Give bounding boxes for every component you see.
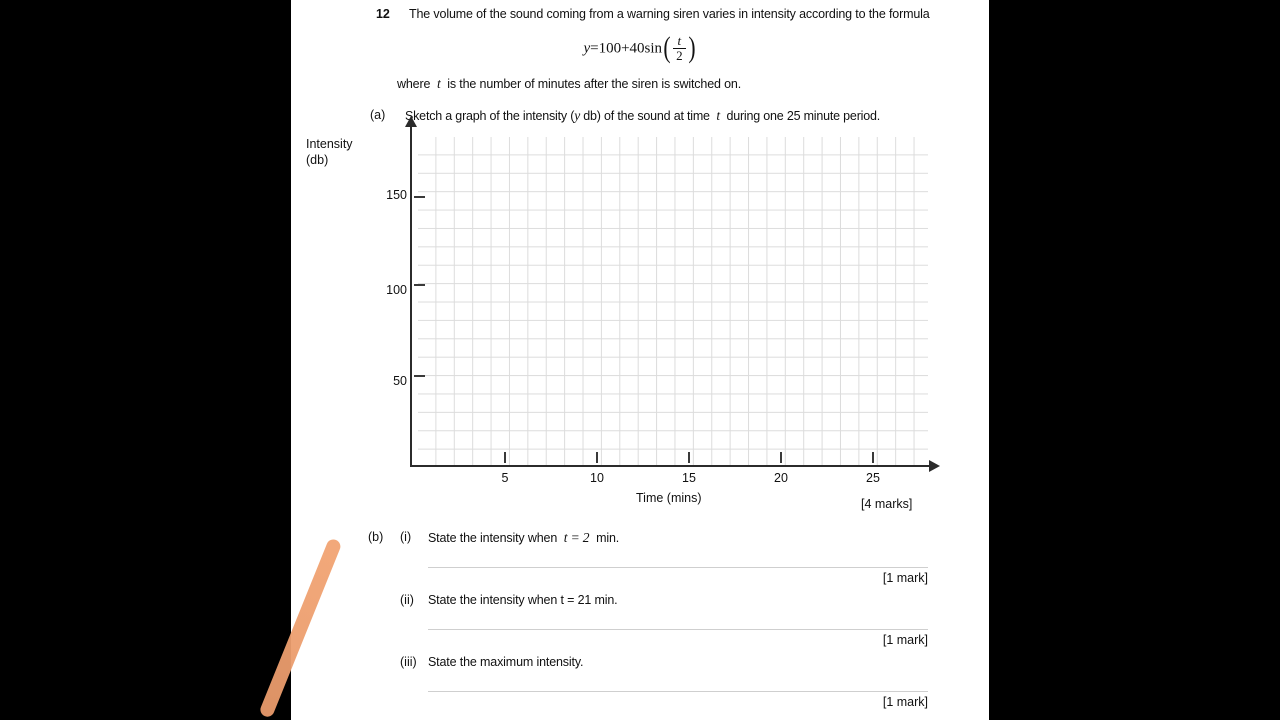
- where-suffix: is the number of minutes after the siren is switched on.: [447, 77, 742, 91]
- part-a-text-middle: db) of the sound at time: [583, 109, 710, 123]
- formula-coefficient: 40: [629, 40, 645, 57]
- y-tick-150: [414, 196, 425, 198]
- x-tick-10: [596, 452, 598, 463]
- formula-equals: =: [590, 40, 599, 57]
- y-tick-100: [414, 284, 425, 286]
- formula-fraction: [673, 34, 686, 62]
- x-axis-title: Time (mins): [636, 491, 702, 505]
- sketch-graph[interactable]: [306, 118, 946, 518]
- letterbox-left: [0, 0, 291, 720]
- part-a-var-y: y: [574, 108, 580, 123]
- x-tick-5: [504, 452, 506, 463]
- formula-numerator: t: [677, 32, 682, 48]
- x-tick-label-15: 15: [682, 471, 696, 485]
- x-axis-arrow-icon: [929, 460, 940, 472]
- y-axis-title-line2: (db): [306, 153, 329, 167]
- letterbox-right: [989, 0, 1280, 720]
- part-b-iii-roman: (iii): [400, 655, 417, 669]
- y-tick-label-150: 150: [386, 188, 407, 202]
- part-b-label: (b): [368, 530, 384, 544]
- x-tick-label-10: 10: [590, 471, 604, 485]
- formula-left-paren: (: [663, 31, 671, 64]
- part-b-iii-text: State the maximum intensity.: [428, 655, 584, 669]
- part-b-ii-roman: (ii): [400, 593, 414, 607]
- formula-function: sin: [644, 40, 663, 57]
- x-tick-label-20: 20: [774, 471, 788, 485]
- x-tick-15: [688, 452, 690, 463]
- part-b-i-answer-line[interactable]: [428, 567, 928, 568]
- y-axis-title-line1: Intensity: [306, 137, 353, 151]
- exam-page: [291, 0, 989, 720]
- part-b-iii-marks: [1 mark]: [882, 695, 928, 709]
- part-b-ii-answer-line[interactable]: [428, 629, 928, 630]
- formula-constant: 100: [598, 40, 622, 57]
- x-axis-line: [410, 465, 932, 467]
- formula-right-paren: ): [687, 31, 696, 64]
- part-b-i-text: [428, 530, 619, 546]
- y-axis-arrow-icon: [405, 116, 417, 127]
- x-tick-label-25: 25: [866, 471, 880, 485]
- part-b-iii-answer-line[interactable]: [428, 691, 928, 692]
- part-b-i-value: t = 2: [563, 530, 590, 545]
- part-a-var-t: t: [716, 108, 720, 123]
- formula-denominator: 2: [673, 48, 686, 63]
- y-tick-50: [414, 375, 425, 377]
- part-a-text-before: Sketch a graph of the intensity (: [405, 109, 575, 123]
- y-tick-label-50: 50: [393, 374, 407, 388]
- part-b-i-text-after: min.: [596, 531, 620, 545]
- question-stem: The volume of the sound coming from a warning siren varies in intensity according to the formula: [409, 7, 930, 21]
- formula-plus: +: [621, 40, 630, 57]
- where-prefix: where: [397, 77, 431, 91]
- formula: [291, 32, 989, 66]
- x-tick-label-5: 5: [501, 471, 509, 485]
- y-axis-title: [306, 136, 392, 168]
- part-a-marks: [4 marks]: [861, 497, 913, 511]
- part-b-i-marks: [1 mark]: [882, 571, 928, 585]
- graph-grid[interactable]: [418, 137, 928, 465]
- y-axis-line: [410, 125, 412, 466]
- part-b-i-text-before: State the intensity when: [428, 531, 558, 545]
- formula-lhs: y: [583, 40, 591, 57]
- part-b-i-roman: (i): [400, 530, 412, 544]
- x-tick-25: [872, 452, 874, 463]
- y-tick-label-100: 100: [386, 283, 407, 297]
- part-a-label: (a): [370, 108, 386, 122]
- part-b-ii-text: State the intensity when t = 21 min.: [428, 593, 618, 607]
- question-number: 12: [376, 7, 390, 21]
- part-b-ii-marks: [1 mark]: [882, 633, 928, 647]
- where-variable: t: [436, 76, 441, 91]
- x-tick-20: [780, 452, 782, 463]
- part-a-text-after: during one 25 minute period.: [726, 109, 881, 123]
- where-clause: [397, 76, 741, 92]
